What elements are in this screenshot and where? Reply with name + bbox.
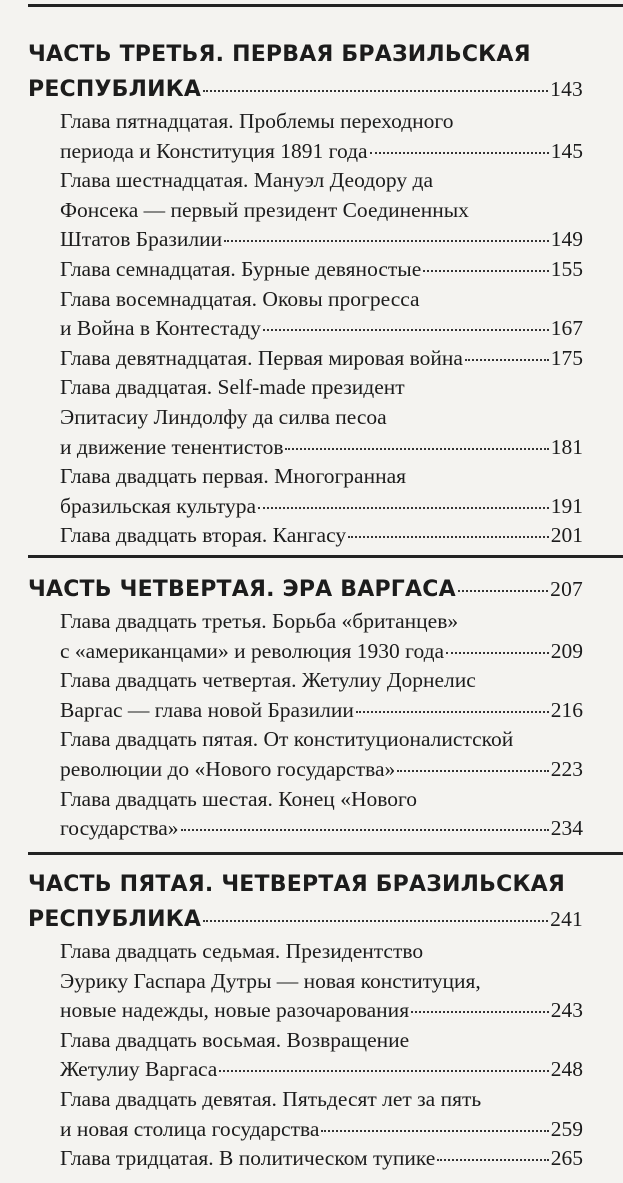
page-number: 243	[550, 998, 583, 1023]
chapter-entry	[60, 255, 583, 285]
chapter-title-line: Глава двадцать четвертая. Жетулиу Дорнелис	[60, 668, 476, 693]
chapter-list	[60, 937, 583, 1174]
chapter-title-line: Глава двадцать третья. Борьба «британцев»	[60, 609, 459, 633]
chapter-title-line: периода и Конституция 1891 года	[60, 138, 368, 163]
dot-leader	[446, 652, 549, 654]
part-divider	[28, 4, 623, 7]
chapter-title-line: новые надежды, новые разочарования	[60, 998, 410, 1023]
part-title-line: РЕСПУБЛИКА	[28, 77, 202, 102]
toc-part	[28, 38, 583, 551]
chapter-list	[60, 107, 583, 551]
dot-leader	[458, 590, 548, 592]
chapter-title-line: Эпитасиу Линдолфу да силва песоа	[60, 404, 387, 429]
page-number: 145	[550, 138, 583, 163]
chapter-title-line: Глава двадцатая. Self-made президент	[60, 375, 405, 400]
toc-part	[28, 868, 583, 1174]
chapter-title-line: Глава двадцать седьмая. Президентство	[60, 939, 424, 963]
part-divider	[28, 555, 623, 558]
chapter-entry	[60, 107, 583, 166]
dot-leader	[370, 152, 549, 154]
part-heading	[28, 572, 583, 607]
chapter-title-line: Глава двадцать вторая. Кангасу	[60, 523, 347, 548]
part-heading	[28, 868, 583, 937]
chapter-title-line: Глава пятнадцатая. Проблемы переходного	[60, 109, 454, 133]
chapter-entry	[60, 344, 583, 374]
page-number: 149	[550, 227, 583, 252]
dot-leader	[348, 536, 549, 538]
page-number: 143	[550, 77, 583, 101]
chapter-title-line: Варгас — глава новой Бразилии	[60, 697, 354, 722]
chapter-title-line: Глава девятнадцатая. Первая мировая война	[60, 345, 463, 370]
chapter-entry	[60, 1144, 583, 1174]
chapter-entry	[60, 373, 583, 462]
chapter-title-line: Глава восемнадцатая. Оковы прогресса	[60, 286, 420, 311]
chapter-title-line: Эурику Гаспара Дутры — новая конституция,	[60, 968, 481, 993]
chapter-entry	[60, 285, 583, 344]
page-number: 181	[550, 434, 583, 459]
part-title-line: ЧАСТЬ ТРЕТЬЯ. ПЕРВАЯ БРАЗИЛЬСКАЯ	[28, 42, 531, 67]
chapter-title-line: и Война в Контестаду	[60, 316, 261, 341]
page-number: 207	[550, 577, 583, 601]
chapter-entry	[60, 462, 583, 521]
page-number: 241	[550, 907, 583, 931]
chapter-entry	[60, 607, 583, 666]
chapter-title-line: Жетулиу Варгаса	[60, 1057, 218, 1082]
chapter-title-line: Глава семнадцатая. Бурные девяностые	[60, 256, 422, 281]
chapter-title-line: Фонсека — первый президент Соединенных	[60, 197, 469, 222]
dot-leader	[423, 270, 548, 272]
chapter-entry	[60, 785, 583, 844]
page-number: 265	[550, 1146, 583, 1171]
chapter-title-line: с «американцами» и революция 1930 года	[60, 638, 445, 663]
chapter-entry	[60, 666, 583, 725]
dot-leader	[219, 1070, 548, 1072]
dot-leader	[224, 240, 549, 242]
dot-leader	[411, 1011, 549, 1013]
chapter-title-line: Глава шестнадцатая. Мануэл Деодору да	[60, 168, 433, 193]
dot-leader	[285, 448, 548, 450]
chapter-entry	[60, 521, 583, 551]
chapter-title-line: и новая столица государства	[60, 1116, 320, 1141]
page-number: 155	[550, 256, 583, 281]
dot-leader	[181, 829, 549, 831]
part-divider	[28, 852, 623, 855]
dot-leader	[397, 770, 548, 772]
chapter-title-line: Глава двадцать шестая. Конец «Нового	[60, 786, 418, 811]
part-title-line: ЧАСТЬ ЧЕТВЕРТАЯ. ЭРА ВАРГАСА	[28, 577, 456, 602]
page-number: 248	[550, 1057, 583, 1082]
chapter-entry	[60, 937, 583, 1026]
chapter-title-line: Глава тридцатая. В политическом тупике	[60, 1146, 436, 1171]
page-number: 201	[550, 523, 583, 548]
dot-leader	[465, 359, 549, 361]
page-number: 223	[550, 756, 583, 781]
page-number: 175	[550, 345, 583, 370]
chapter-title-line: и движение тенентистов	[60, 434, 284, 459]
chapter-entry	[60, 725, 583, 784]
dot-leader	[437, 1159, 548, 1161]
chapter-title-line: революции до «Нового государства»	[60, 756, 396, 781]
part-title-line: РЕСПУБЛИКА	[28, 907, 202, 932]
chapter-list	[60, 607, 583, 844]
toc-part	[28, 572, 583, 844]
chapter-entry	[60, 166, 583, 255]
chapter-title-line: государства»	[60, 816, 179, 841]
page-number: 234	[550, 816, 583, 841]
page-number: 191	[550, 493, 583, 518]
chapter-title-line: Глава двадцать девятая. Пятьдесят лет за пять	[60, 1086, 482, 1111]
page-number: 167	[550, 316, 583, 341]
chapter-entry	[60, 1026, 583, 1085]
page-number: 259	[550, 1116, 583, 1141]
dot-leader	[203, 90, 548, 92]
page-number: 216	[550, 697, 583, 722]
chapter-title-line: Глава двадцать пятая. От конституционалистской	[60, 727, 514, 752]
chapter-title-line: бразильская культура	[60, 493, 257, 518]
chapter-title-line: Глава двадцать первая. Многогранная	[60, 464, 407, 489]
dot-leader	[263, 329, 549, 331]
dot-leader	[203, 920, 548, 922]
part-title-line: ЧАСТЬ ПЯТАЯ. ЧЕТВЕРТАЯ БРАЗИЛЬСКАЯ	[28, 872, 565, 897]
chapter-entry	[60, 1085, 583, 1144]
chapter-title-line: Штатов Бразилии	[60, 227, 223, 252]
dot-leader	[258, 507, 549, 509]
dot-leader	[356, 711, 549, 713]
part-heading	[28, 38, 583, 107]
chapter-title-line: Глава двадцать восьмая. Возвращение	[60, 1027, 410, 1052]
page-number: 209	[550, 638, 583, 663]
dot-leader	[321, 1130, 548, 1132]
